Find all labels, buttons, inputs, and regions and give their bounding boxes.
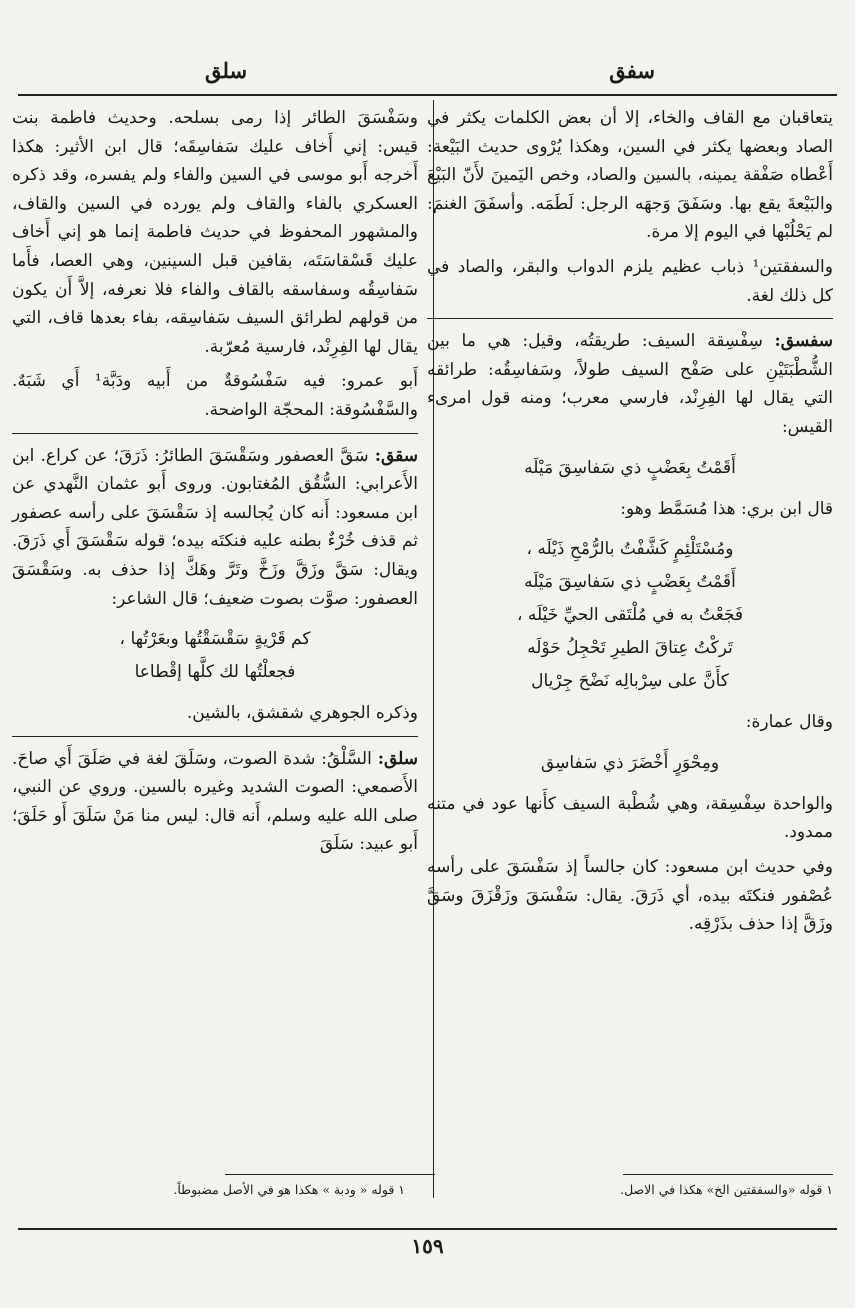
footnote-left: ١ قوله « ودبة » هكذا هو في الأصل مضبوطاً. <box>173 1182 405 1197</box>
entry-headword: سفسق: <box>774 331 833 352</box>
paragraph: وسَفْسَقَ الطائر إذا رمى بسلحه. وحديث فاطمة بنت قيس: إني أَخاف عليك سَفاسِقَه؛ قال ابن الأثير: هكذا أَخرجه أَبو موسى في السين والفاء ولم يفسره، وقد ذكره العسكري بالفاء والقاف ولم يورده في السين والقاف، والمشهور المحفوظ في حديث فاطمة إنما هو إني أَخاف عليك قَسْقاسَتَه، بقافين قبل السينين، وهي العصا، فأَما سَفاسِقُه وسفاسقه بالقاف والفاء فلا نعرفه، إلاَّ أَن يكون من قولهم لطرائق السيف سَفاسِقه، بفاء بعدها قاف، التي يقال لها الفِرِنْد، فارسية مُعرّبة. <box>12 108 418 357</box>
running-head-right: سفق <box>609 58 655 83</box>
paragraph: وفي حديث ابن مسعود: كان جالساً إذ سَفْسَقَ على رأسه عُصْفور فنكتَه بيده، أي ذَرَقَ. يقال: سَفْسَقَ وزَقْزَقَ وسَقَّ وزَقَّ إذا حذف بذَرْقِه. <box>427 856 833 935</box>
footnote-rule <box>225 1174 435 1175</box>
verse-line: كأَنَّ على سِرْبالِه نَضْحَ جِرْيال <box>531 671 729 692</box>
entry-salaq <box>12 736 418 859</box>
entry-headword: سلق: <box>377 748 419 769</box>
footnote-rule <box>623 1174 833 1175</box>
page-number: ١٥٩ <box>411 1234 444 1258</box>
verse-line: فجعلْتُها لك كلَّها إقْطاعا <box>134 662 296 683</box>
footnote-right: ١ قوله «والسفقتين الخ» هكذا في الاصل. <box>620 1182 833 1197</box>
entry-text: سِفْسِقة السيف: طريقتُه، وقيل: هي ما بين الشُّطْبَتَيْنِ على صَفْح السيف طولاً، وسَفاسِقُه: طرائقه التي يقال لها الفِرِنْد، فارسي معرب؛ ومنه قول امرىء القيس: <box>427 331 833 437</box>
entry-text: السَّلْقُ: شدة الصوت، وسَلَقَ لغة في صَلَقَ أَي صاحَ. الأَصمعي: الصوت الشديد وغيره بالسين. وروي عن النبي، صلى الله عليه وسلم، أَنه قال: ليس منا مَنْ سَلَقَ أَو حَلَقَ؛ أَبو عبيد: سَلَقَ <box>12 748 418 855</box>
entry-text: سَقَّ العصفور وسَقْسَقَ الطائرُ: ذَرَقَ؛ عن كراع. ابن الأَعرابي: السُّقُق المُغتابون. وروى أَبو عثمان النَّهدي عن ابن مسعود: أَنه كان يُجالسه إذ سَقْسَقَ على رأسه عصفور ثم قذف خُرْءٌ بطنه عليه فنكتَه بيده؛ قوله سَقْسَقَ أَي ذَرَقَ. ويقال: سَقَّ وزَقَّ وزَخَّ وتَرَّ وهَكَّ إذا حذف به. وسَقْسَقَ العصفور: صوَّت بصوت ضعيف؛ قال الشاعر: <box>12 445 418 609</box>
verse-line: كم قَرْيةٍ سَقْسَقْتُها وبعَرْتُها ، <box>119 629 311 650</box>
paragraph: قال ابن بري: هذا مُسَمَّط وهو: <box>620 498 833 519</box>
paragraph: وذكره الجوهري شقشق، بالشين. <box>186 703 418 724</box>
verse-line: أَقَمْتُ بِعَضْبٍ ذي سَفاسِقَ مَيْلَه <box>524 572 736 593</box>
verse-block <box>427 533 833 698</box>
verse-line: فَجَعْتُ به في مُلْتَقى الحيِّ خَيْلَه ، <box>516 605 744 626</box>
footer-rule <box>18 1228 837 1230</box>
paragraph: يتعاقبان مع القاف والخاء، إلا أن بعض الكلمات يكثر في الصاد وبعضها يكثر في السين، وهكذا يُرْوى حديث البَيْعة: أَعْطاه صَفْقة يمينه، بالسين والصاد، وخص اليَمينَ لأَنّ البَيْعَ والبَيْعةَ يقع بها. وسَفَقَ وَجهَه الرجل: لَطَمَه. وأسفَقَ الغنمَ: لم يَحْلُبْها في اليوم إلا مرة. <box>427 108 833 243</box>
verse: ومِحْوَرٍ أَخْضَرَ ذي سَفاسِق <box>540 752 720 773</box>
entry-headword: سقق: <box>374 445 418 466</box>
paragraph: أَبو عمرو: فيه سَفْسُوقةٌ من أَبيه ودَبَّة¹ أَي شَبَهٌ. والسَّفْسُوقة: المحجّة الواضحة. <box>12 371 418 420</box>
verse-line: تَركْتُ عِتاقَ الطيرِ تَحْجِلُ حَوْلَه <box>527 638 733 659</box>
verse-line: ومُسْتَلْئِمٍ كَشَّفْتُ بالرُّمْحِ ذَيْلَه ، <box>526 539 734 560</box>
verse-block <box>12 623 418 689</box>
verse: أَقَمْتُ بِعَضْبٍ ذي سَفاسِقَ مَيْلَه <box>524 457 736 478</box>
paragraph: وقال عمارة: <box>745 712 833 733</box>
running-head-left: سلق <box>205 58 248 83</box>
right-column <box>427 104 833 945</box>
left-column <box>12 104 418 865</box>
paragraph: والسفقتين¹ ذباب عظيم يلزم الدواب والبقر، والصاد في كل ذلك لغة. <box>427 256 833 306</box>
entry-safsaq <box>427 318 833 441</box>
header-rule <box>18 94 837 96</box>
paragraph: والواحدة سِفْسِقة، وهي شُطْبة السيف كأَنها عود في متنه ممدود. <box>427 793 833 843</box>
entry-saqaq <box>12 433 418 614</box>
